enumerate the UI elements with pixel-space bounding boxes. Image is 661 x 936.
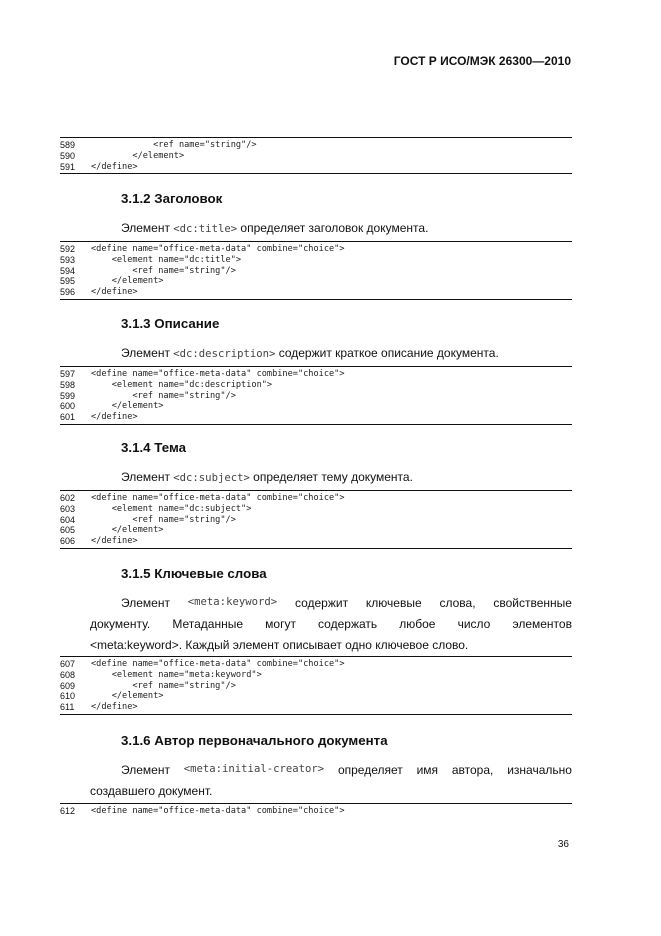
code-line (60, 266, 572, 277)
code-text: <element name="dc:description"> (91, 379, 273, 390)
code-line (60, 670, 572, 681)
code-text: <ref name="string"/> (91, 390, 236, 401)
code-text: </define> (91, 412, 138, 423)
word: автора, (451, 763, 494, 777)
code-line (60, 162, 572, 173)
code-text: <element name="meta:keyword"> (91, 669, 262, 680)
code-block (60, 137, 572, 174)
text-run: определяет тему документа. (249, 470, 413, 484)
line-number: 596 (60, 287, 76, 298)
code-text: <ref name="string"/> (91, 140, 257, 150)
code-text: <define name="office-meta-data" combine="choice"> (91, 659, 345, 669)
word: имя (416, 763, 439, 777)
code-text: <define name="office-meta-data" combine="choice"> (91, 493, 345, 503)
code-line (60, 276, 572, 287)
inline-code: <meta:keyword> (90, 638, 179, 652)
line-number: 611 (60, 702, 75, 713)
line-number: 591 (60, 161, 76, 172)
word: слова, (439, 596, 476, 610)
code-text: <define name="office-meta-data" combine="choice"> (91, 806, 345, 816)
code-text: <define name="office-meta-data" combine="choice"> (91, 244, 345, 254)
code-line (60, 255, 572, 266)
section-paragraph (121, 346, 499, 360)
word: могут (265, 617, 296, 631)
code-line (60, 140, 572, 151)
document-header: ГОСТ Р ИСО/МЭК 26300—2010 (393, 54, 571, 68)
inline-code: <dc:title> (173, 223, 238, 235)
code-text: <ref name="string"/> (91, 680, 236, 691)
line-number: 612 (60, 806, 76, 816)
text-run: . Каждый элемент описывает одно ключевое слово. (178, 638, 469, 652)
code-line (60, 244, 572, 255)
section-heading-subject: 3.1.4 Тема (121, 440, 187, 455)
line-number: 603 (60, 503, 76, 514)
section-heading-initial-creator: 3.1.6 Автор первоначального документа (121, 733, 388, 748)
code-text: <ref name="string"/> (91, 514, 236, 525)
code-line (60, 515, 572, 526)
code-line (60, 391, 572, 402)
code-text: </element> (91, 150, 185, 161)
justified-line (90, 617, 572, 631)
code-text: <element name="dc:title"> (91, 254, 242, 265)
inline-code: <meta:initial-creator> (183, 763, 325, 775)
page-number: 36 (557, 839, 569, 850)
word: изначально (507, 763, 572, 777)
word: Метаданные (172, 617, 244, 631)
line-number: 599 (60, 390, 76, 401)
code-line (60, 151, 572, 162)
line-number: 593 (60, 254, 76, 265)
line-number: 594 (60, 265, 76, 276)
line-number: 607 (60, 659, 76, 669)
inline-code: <dc:subject> (173, 472, 250, 484)
line-number: 600 (60, 401, 76, 412)
word: определяет (337, 763, 403, 777)
line-number: 589 (60, 140, 76, 150)
line-number: 601 (60, 412, 76, 423)
code-text: </define> (91, 161, 138, 172)
word: число (457, 617, 491, 631)
code-line (60, 287, 572, 298)
text-run: определяет заголовок документа. (237, 221, 429, 235)
code-line (60, 702, 572, 713)
code-block (60, 241, 572, 300)
code-line (60, 369, 572, 380)
line-number: 595 (60, 276, 76, 287)
word: Элемент (121, 763, 170, 777)
code-line (60, 659, 572, 670)
code-block (60, 656, 572, 715)
word: ключевые (365, 596, 422, 610)
code-text: </define> (91, 536, 138, 547)
line-number: 604 (60, 514, 76, 525)
code-block (60, 803, 572, 818)
code-text: </element> (91, 691, 164, 702)
section-heading-title: 3.1.2 Заголовок (121, 191, 223, 206)
line-number: 597 (60, 369, 76, 379)
line-number: 606 (60, 536, 76, 547)
code-text: </element> (91, 276, 164, 287)
word: Элемент (121, 596, 170, 610)
text-run: Элемент (121, 221, 174, 235)
code-text: <element name="dc:subject"> (91, 503, 252, 514)
text-run: содержит краткое описание документа. (275, 346, 499, 360)
text-run: Элемент (121, 346, 174, 360)
code-text: </define> (91, 702, 138, 713)
code-text: <define name="office-meta-data" combine="choice"> (91, 369, 345, 379)
section-paragraph (121, 470, 413, 484)
code-line (60, 691, 572, 702)
code-line (60, 536, 572, 547)
section-heading-keywords: 3.1.5 Ключевые слова (121, 566, 267, 581)
paragraph-line: создавшего документ. (90, 784, 213, 798)
code-block (60, 366, 572, 425)
line-number: 605 (60, 525, 76, 536)
section-heading-description: 3.1.3 Описание (121, 316, 220, 331)
code-line (60, 681, 572, 692)
inline-code: <dc:description> (173, 348, 276, 360)
code-block (60, 490, 572, 549)
code-line (60, 412, 572, 423)
line-number: 610 (60, 691, 76, 702)
code-line (60, 504, 572, 515)
line-number: 602 (60, 493, 76, 503)
code-line (60, 525, 572, 536)
word: документу. (90, 617, 151, 631)
code-line (60, 493, 572, 504)
word: содержать (318, 617, 378, 631)
line-number: 598 (60, 379, 76, 390)
line-number: 592 (60, 244, 76, 254)
word: содержит (294, 596, 349, 610)
paragraph-line (90, 638, 468, 652)
code-line (60, 401, 572, 412)
justified-line (121, 763, 572, 777)
code-line (60, 380, 572, 391)
code-text: </element> (91, 401, 164, 412)
code-text: <ref name="string"/> (91, 265, 236, 276)
inline-code: <meta:keyword> (187, 596, 278, 608)
line-number: 609 (60, 680, 76, 691)
word: свойственные (493, 596, 572, 610)
code-text: </define> (91, 287, 138, 298)
code-line (60, 806, 572, 817)
code-text: </element> (91, 525, 164, 536)
line-number: 608 (60, 669, 76, 680)
text-run: Элемент (121, 470, 174, 484)
section-paragraph (121, 221, 428, 235)
word: элементов (512, 617, 572, 631)
line-number: 590 (60, 150, 76, 161)
justified-line (121, 596, 572, 610)
word: любое (399, 617, 436, 631)
